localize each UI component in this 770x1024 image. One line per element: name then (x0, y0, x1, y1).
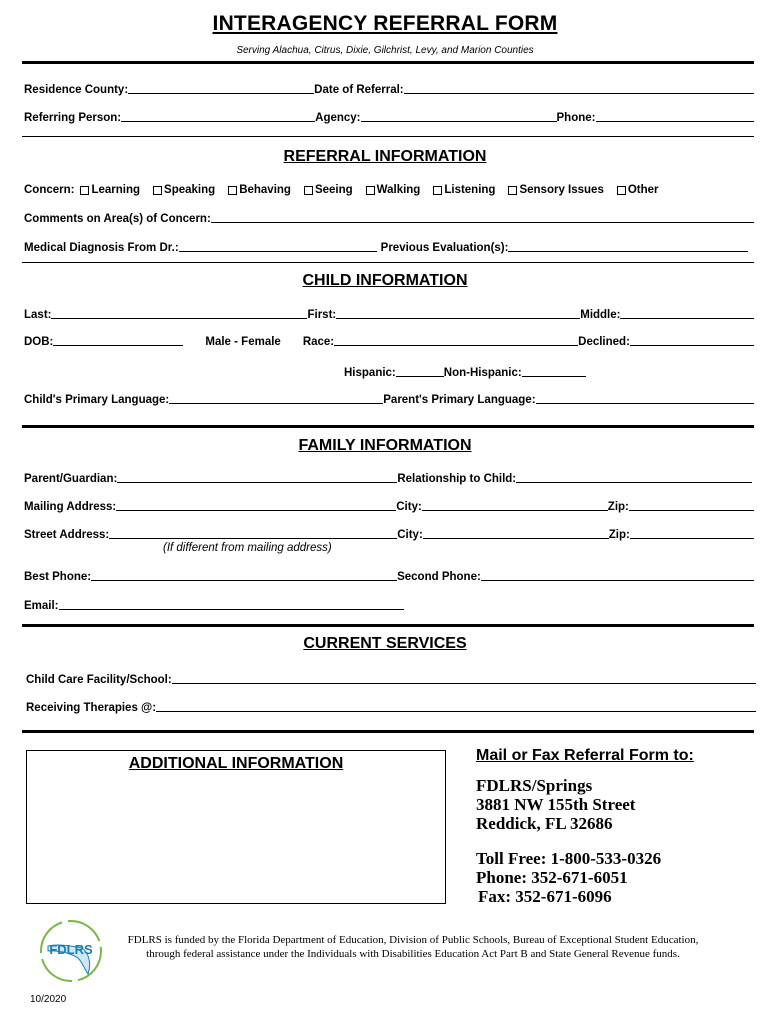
mail-org: FDLRS/Springs (476, 776, 593, 795)
concern-learning[interactable]: Learning (80, 184, 140, 196)
street-note: (If different from mailing address) (163, 542, 332, 554)
email-label: Email: (24, 600, 59, 612)
family-section-title: FAMILY INFORMATION (298, 437, 472, 454)
gender-option[interactable]: Male - Female (205, 336, 281, 348)
divider (22, 425, 754, 428)
dob-label: DOB: (24, 336, 54, 348)
concern-label: Concern: (24, 184, 75, 196)
mailing-city-field[interactable] (422, 498, 608, 511)
middle-name-label: Middle: (580, 309, 621, 321)
row-email (24, 596, 404, 612)
checkbox-icon[interactable] (366, 186, 375, 195)
agency-field[interactable] (361, 109, 557, 122)
row-parent (24, 469, 752, 485)
diagnosis-label: Medical Diagnosis From Dr.: (24, 242, 179, 254)
first-name-field[interactable] (336, 306, 580, 319)
phone-label: Phone: (556, 112, 596, 124)
row-concern (24, 180, 754, 196)
declined-field[interactable] (630, 333, 754, 346)
row-street (24, 525, 754, 541)
mailing-zip-field[interactable] (629, 498, 754, 511)
checkbox-icon[interactable] (228, 186, 237, 195)
form-date: 10/2020 (30, 994, 67, 1005)
row-language (24, 390, 754, 406)
hispanic-label: Hispanic: (344, 367, 396, 379)
row-facility (26, 670, 756, 686)
row-name (24, 305, 754, 321)
checkbox-icon[interactable] (153, 186, 162, 195)
street-city-field[interactable] (423, 526, 609, 539)
referral-section-title: REFERRAL INFORMATION (283, 148, 487, 165)
checkbox-icon[interactable] (617, 186, 626, 195)
row-comments (24, 209, 754, 225)
declined-label: Declined: (578, 336, 630, 348)
checkbox-icon[interactable] (80, 186, 89, 195)
phone-field[interactable] (596, 109, 755, 122)
therapies-field[interactable] (156, 699, 756, 712)
relationship-label: Relationship to Child: (397, 473, 517, 485)
mailing-address-field[interactable] (116, 498, 396, 511)
previous-eval-field[interactable] (508, 239, 748, 252)
relationship-field[interactable] (516, 470, 752, 483)
street-zip-label: Zip: (608, 529, 630, 541)
fax-number: Fax: 352-671-6096 (478, 887, 612, 906)
logo-text: FDLRS (49, 942, 93, 957)
hispanic-field[interactable] (396, 364, 444, 377)
divider (22, 624, 754, 627)
email-field[interactable] (59, 597, 404, 610)
facility-label: Child Care Facility/School: (26, 674, 172, 686)
parent-field[interactable] (117, 470, 397, 483)
divider (22, 730, 754, 733)
first-name-label: First: (307, 309, 337, 321)
race-field[interactable] (334, 333, 578, 346)
services-section-title: CURRENT SERVICES (303, 635, 467, 652)
previous-eval-label: Previous Evaluation(s): (380, 242, 509, 254)
non-hispanic-label: Non-Hispanic: (443, 367, 522, 379)
row-ethnicity (344, 363, 586, 379)
mailing-address-label: Mailing Address: (24, 501, 117, 513)
row-mailing (24, 497, 754, 513)
best-phone-field[interactable] (91, 568, 397, 581)
additional-info-title: ADDITIONAL INFORMATION (128, 755, 344, 772)
child-language-label: Child's Primary Language: (24, 394, 170, 406)
concern-other[interactable]: Other (617, 184, 659, 196)
concern-seeing[interactable]: Seeing (304, 184, 353, 196)
row-diagnosis (24, 238, 748, 254)
concern-sensory[interactable]: Sensory Issues (508, 184, 603, 196)
concern-behaving[interactable]: Behaving (228, 184, 291, 196)
agency-label: Agency: (315, 112, 361, 124)
mailing-zip-label: Zip: (607, 501, 629, 513)
checkbox-icon[interactable] (433, 186, 442, 195)
street-city-label: City: (397, 529, 423, 541)
row-therapies (26, 698, 756, 714)
divider (22, 61, 754, 64)
referring-person-label: Referring Person: (24, 112, 122, 124)
street-zip-field[interactable] (630, 526, 754, 539)
mail-city: Reddick, FL 32686 (476, 814, 613, 833)
concern-speaking[interactable]: Speaking (153, 184, 215, 196)
additional-info-box[interactable] (26, 750, 446, 904)
checkbox-icon[interactable] (508, 186, 517, 195)
non-hispanic-field[interactable] (522, 364, 586, 377)
facility-field[interactable] (172, 671, 756, 684)
dob-field[interactable] (53, 333, 183, 346)
mail-street: 3881 NW 155th Street (476, 795, 636, 814)
residence-county-label: Residence County: (24, 84, 129, 96)
divider (22, 136, 754, 137)
comments-field[interactable] (211, 210, 754, 223)
second-phone-label: Second Phone: (397, 571, 481, 583)
form-subtitle: Serving Alachua, Citrus, Dixie, Gilchrist, Levy, and Marion Counties (236, 45, 534, 56)
comments-label: Comments on Area(s) of Concern: (24, 213, 211, 225)
row-residence (24, 80, 754, 96)
phone-number: Phone: 352-671-6051 (476, 868, 628, 887)
race-label: Race: (302, 336, 335, 348)
second-phone-field[interactable] (481, 568, 754, 581)
referring-person-field[interactable] (121, 109, 315, 122)
street-address-field[interactable] (109, 526, 397, 539)
child-section-title: CHILD INFORMATION (302, 272, 468, 289)
mail-title: Mail or Fax Referral Form to: (476, 747, 694, 764)
toll-free: Toll Free: 1-800-533-0326 (476, 849, 662, 868)
therapies-label: Receiving Therapies @: (26, 702, 157, 714)
florida-map-logo-icon (38, 918, 104, 984)
street-address-label: Street Address: (24, 529, 110, 541)
parent-language-field[interactable] (536, 391, 754, 404)
parent-label: Parent/Guardian: (24, 473, 118, 485)
parent-language-label: Parent's Primary Language: (383, 394, 536, 406)
last-name-label: Last: (24, 309, 52, 321)
date-of-referral-field[interactable] (404, 81, 754, 94)
residence-county-field[interactable] (128, 81, 314, 94)
diagnosis-field[interactable] (179, 239, 377, 252)
row-dob (24, 332, 754, 348)
concern-walking[interactable]: Walking (366, 184, 421, 196)
concern-listening[interactable]: Listening (433, 184, 495, 196)
row-phones (24, 567, 754, 583)
mailing-city-label: City: (396, 501, 422, 513)
best-phone-label: Best Phone: (24, 571, 92, 583)
date-of-referral-label: Date of Referral: (314, 84, 404, 96)
middle-name-field[interactable] (620, 306, 754, 319)
last-name-field[interactable] (51, 306, 307, 319)
divider (22, 262, 754, 263)
funding-statement: FDLRS is funded by the Florida Department of Education, Division of Public Schools, Bureau of Exceptional Student Education, through federal assistance under the Individuals with Disabilities Education Act Part B and State General Revenue funds. (127, 934, 699, 960)
form-title: INTERAGENCY REFERRAL FORM (212, 12, 558, 35)
child-language-field[interactable] (169, 391, 383, 404)
checkbox-icon[interactable] (304, 186, 313, 195)
row-referring (24, 108, 754, 124)
